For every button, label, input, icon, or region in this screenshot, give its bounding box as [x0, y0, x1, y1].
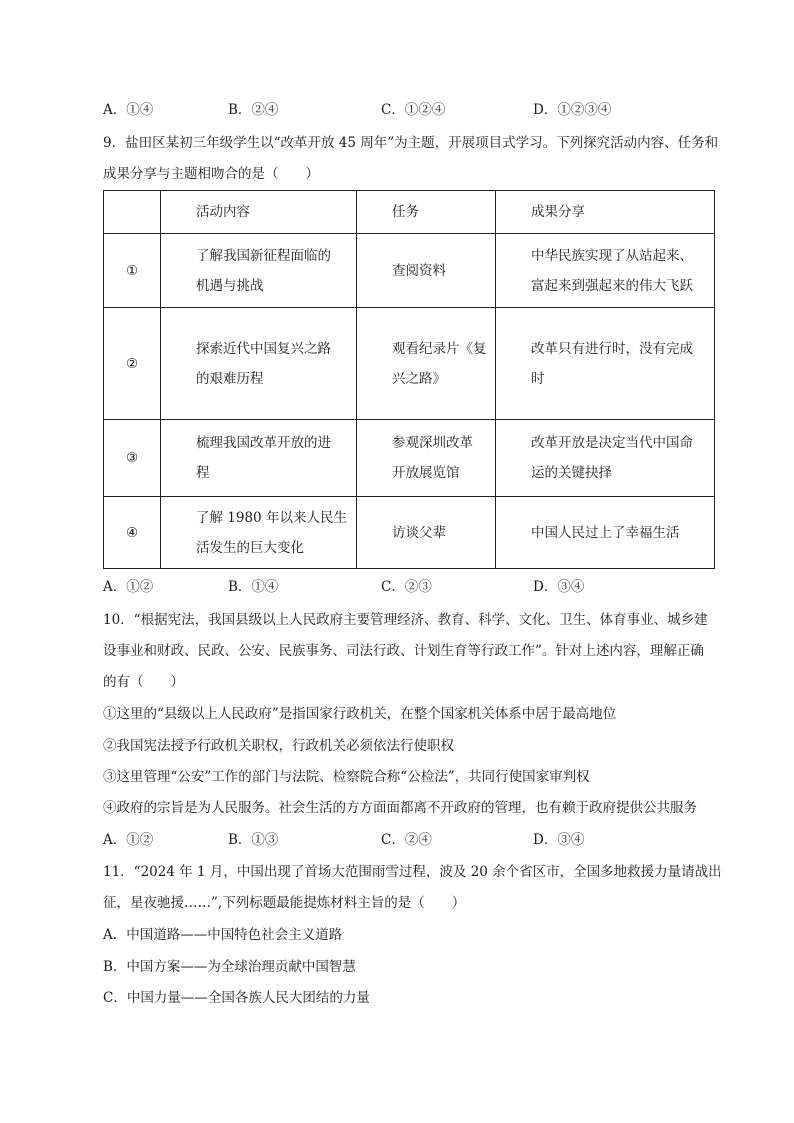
- cell-task: [357, 234, 496, 308]
- q8-options: [103, 100, 703, 120]
- cell-line: 机遇与挑战: [196, 277, 264, 294]
- q9-option-c: C．②③: [381, 579, 432, 595]
- q10-stem-line1: 10．“根据宪法，我国县级以上人民政府主要管理经济、教育、科学、文化、卫生、体育事业、城乡建: [103, 612, 708, 628]
- q9-option-d: D．③④: [533, 579, 585, 595]
- q11-option-c: C．中国力量——全国各族人民大团结的力量: [103, 990, 370, 1006]
- q10-option-b: B．①③: [228, 832, 279, 848]
- q10-option-c: C．②④: [381, 832, 432, 848]
- cell-result: [496, 234, 715, 308]
- header-cell-content: 活动内容: [161, 191, 357, 234]
- cell-line: 富起来到强起来的伟大飞跃: [531, 277, 693, 294]
- cell-line: 开放展览馆: [392, 465, 460, 481]
- q11-option-b: B．中国方案——为全球治理贡献中国智慧: [103, 959, 356, 975]
- cell-line: 中华民族实现了从站起来、: [531, 247, 693, 264]
- q10-options: [103, 830, 703, 850]
- q10-stem-line2: 设事业和财政、民政、公安、民族事务、司法行政、计划生育等行政工作”。针对上述内容，理解正确: [103, 643, 704, 659]
- cell-line: 参观深圳改革: [392, 435, 473, 451]
- table-row: [104, 308, 715, 420]
- cell-line: 程: [196, 465, 210, 481]
- row-number: ③: [104, 420, 161, 497]
- cell-content: [161, 308, 357, 420]
- cell-content: [161, 497, 357, 569]
- cell-task: [357, 420, 496, 497]
- cell-line: 中国人民过上了幸福生活: [531, 524, 680, 541]
- q8-option-b: B．②④: [228, 102, 279, 118]
- q9-stem-line2: 成果分享与主题相吻合的是（ ）: [103, 166, 319, 182]
- cell-result: [496, 420, 715, 497]
- cell-line: 观看纪录片《复: [392, 340, 487, 357]
- header-cell-result: 成果分享: [496, 191, 715, 234]
- cell-line: 了解我国新征程面临的: [196, 247, 331, 264]
- row-number: ②: [104, 308, 161, 420]
- cell-line: 的艰难历程: [196, 370, 264, 387]
- table-row: [104, 497, 715, 569]
- q11-stem-line2: 征，星夜驰援……”,下列标题最能提炼材料主旨的是（ ）: [103, 895, 466, 911]
- cell-task: [357, 497, 496, 569]
- cell-result: [496, 308, 715, 420]
- cell-line: 了解 1980 年以来人民生: [196, 509, 347, 526]
- cell-line: 兴之路》: [392, 370, 446, 387]
- q10-option-d: D．③④: [533, 832, 585, 848]
- q8-option-c: C．①②④: [381, 102, 446, 118]
- cell-line: 访谈父辈: [392, 524, 446, 541]
- row-number: ④: [104, 497, 161, 569]
- q10-stem-line3: 的有（ ）: [103, 674, 184, 690]
- q9-table: [103, 190, 715, 569]
- header-cell-task: 任务: [357, 191, 496, 234]
- table-row: [104, 420, 715, 497]
- cell-line: 时: [531, 370, 545, 387]
- q9-option-b: B．①④: [228, 579, 279, 595]
- header-cell-empty: [104, 191, 161, 234]
- q10-statement-1: ①这里的“县级以上人民政府”是指国家行政机关，在整个国家机关体系中居于最高地位: [103, 706, 617, 722]
- cell-line: 运的关键抉择: [531, 465, 612, 481]
- q10-statement-2: ②我国宪法授予行政机关职权，行政机关必须依法行使职权: [103, 738, 454, 754]
- row-number: ①: [104, 234, 161, 308]
- cell-task: [357, 308, 496, 420]
- q11-option-a: A．中国道路——中国特色社会主义道路: [103, 927, 343, 943]
- table-row: [104, 234, 715, 308]
- q9-stem-line1: 9．盐田区某初三年级学生以“改革开放 45 周年”为主题，开展项目式学习。下列探究活动内容、任务和: [103, 135, 719, 151]
- cell-content: [161, 420, 357, 497]
- q10-statement-3: ③这里管理“公安”工作的部门与法院、检察院合称“公检法”，共同行使国家审判权: [103, 769, 590, 785]
- q8-option-d: D．①②③④: [533, 102, 612, 118]
- table-header-row: [104, 191, 715, 234]
- q9-options: [103, 577, 703, 597]
- q10-option-a: A．①②: [103, 832, 154, 848]
- q9-option-a: A．①②: [103, 579, 154, 595]
- q10-statement-4: ④政府的宗旨是为人民服务。社会生活的方方面面都离不开政府的管理，也有赖于政府提供公共服务: [103, 800, 697, 816]
- q11-stem-line1: 11．“2024 年 1 月，中国出现了首场大范围雨雪过程，波及 20 余个省区市，全国多地救援力量请战出: [103, 864, 722, 880]
- cell-line: 梳理我国改革开放的进: [196, 435, 331, 451]
- cell-line: 改革开放是决定当代中国命: [531, 435, 693, 451]
- cell-line: 查阅资料: [392, 262, 446, 279]
- cell-content: [161, 234, 357, 308]
- cell-line: 活发生的巨大变化: [196, 539, 304, 556]
- cell-line: 探索近代中国复兴之路: [196, 340, 331, 357]
- cell-line: 改革只有进行时，没有完成: [531, 340, 693, 357]
- cell-result: [496, 497, 715, 569]
- q8-option-a: A．①④: [103, 102, 154, 118]
